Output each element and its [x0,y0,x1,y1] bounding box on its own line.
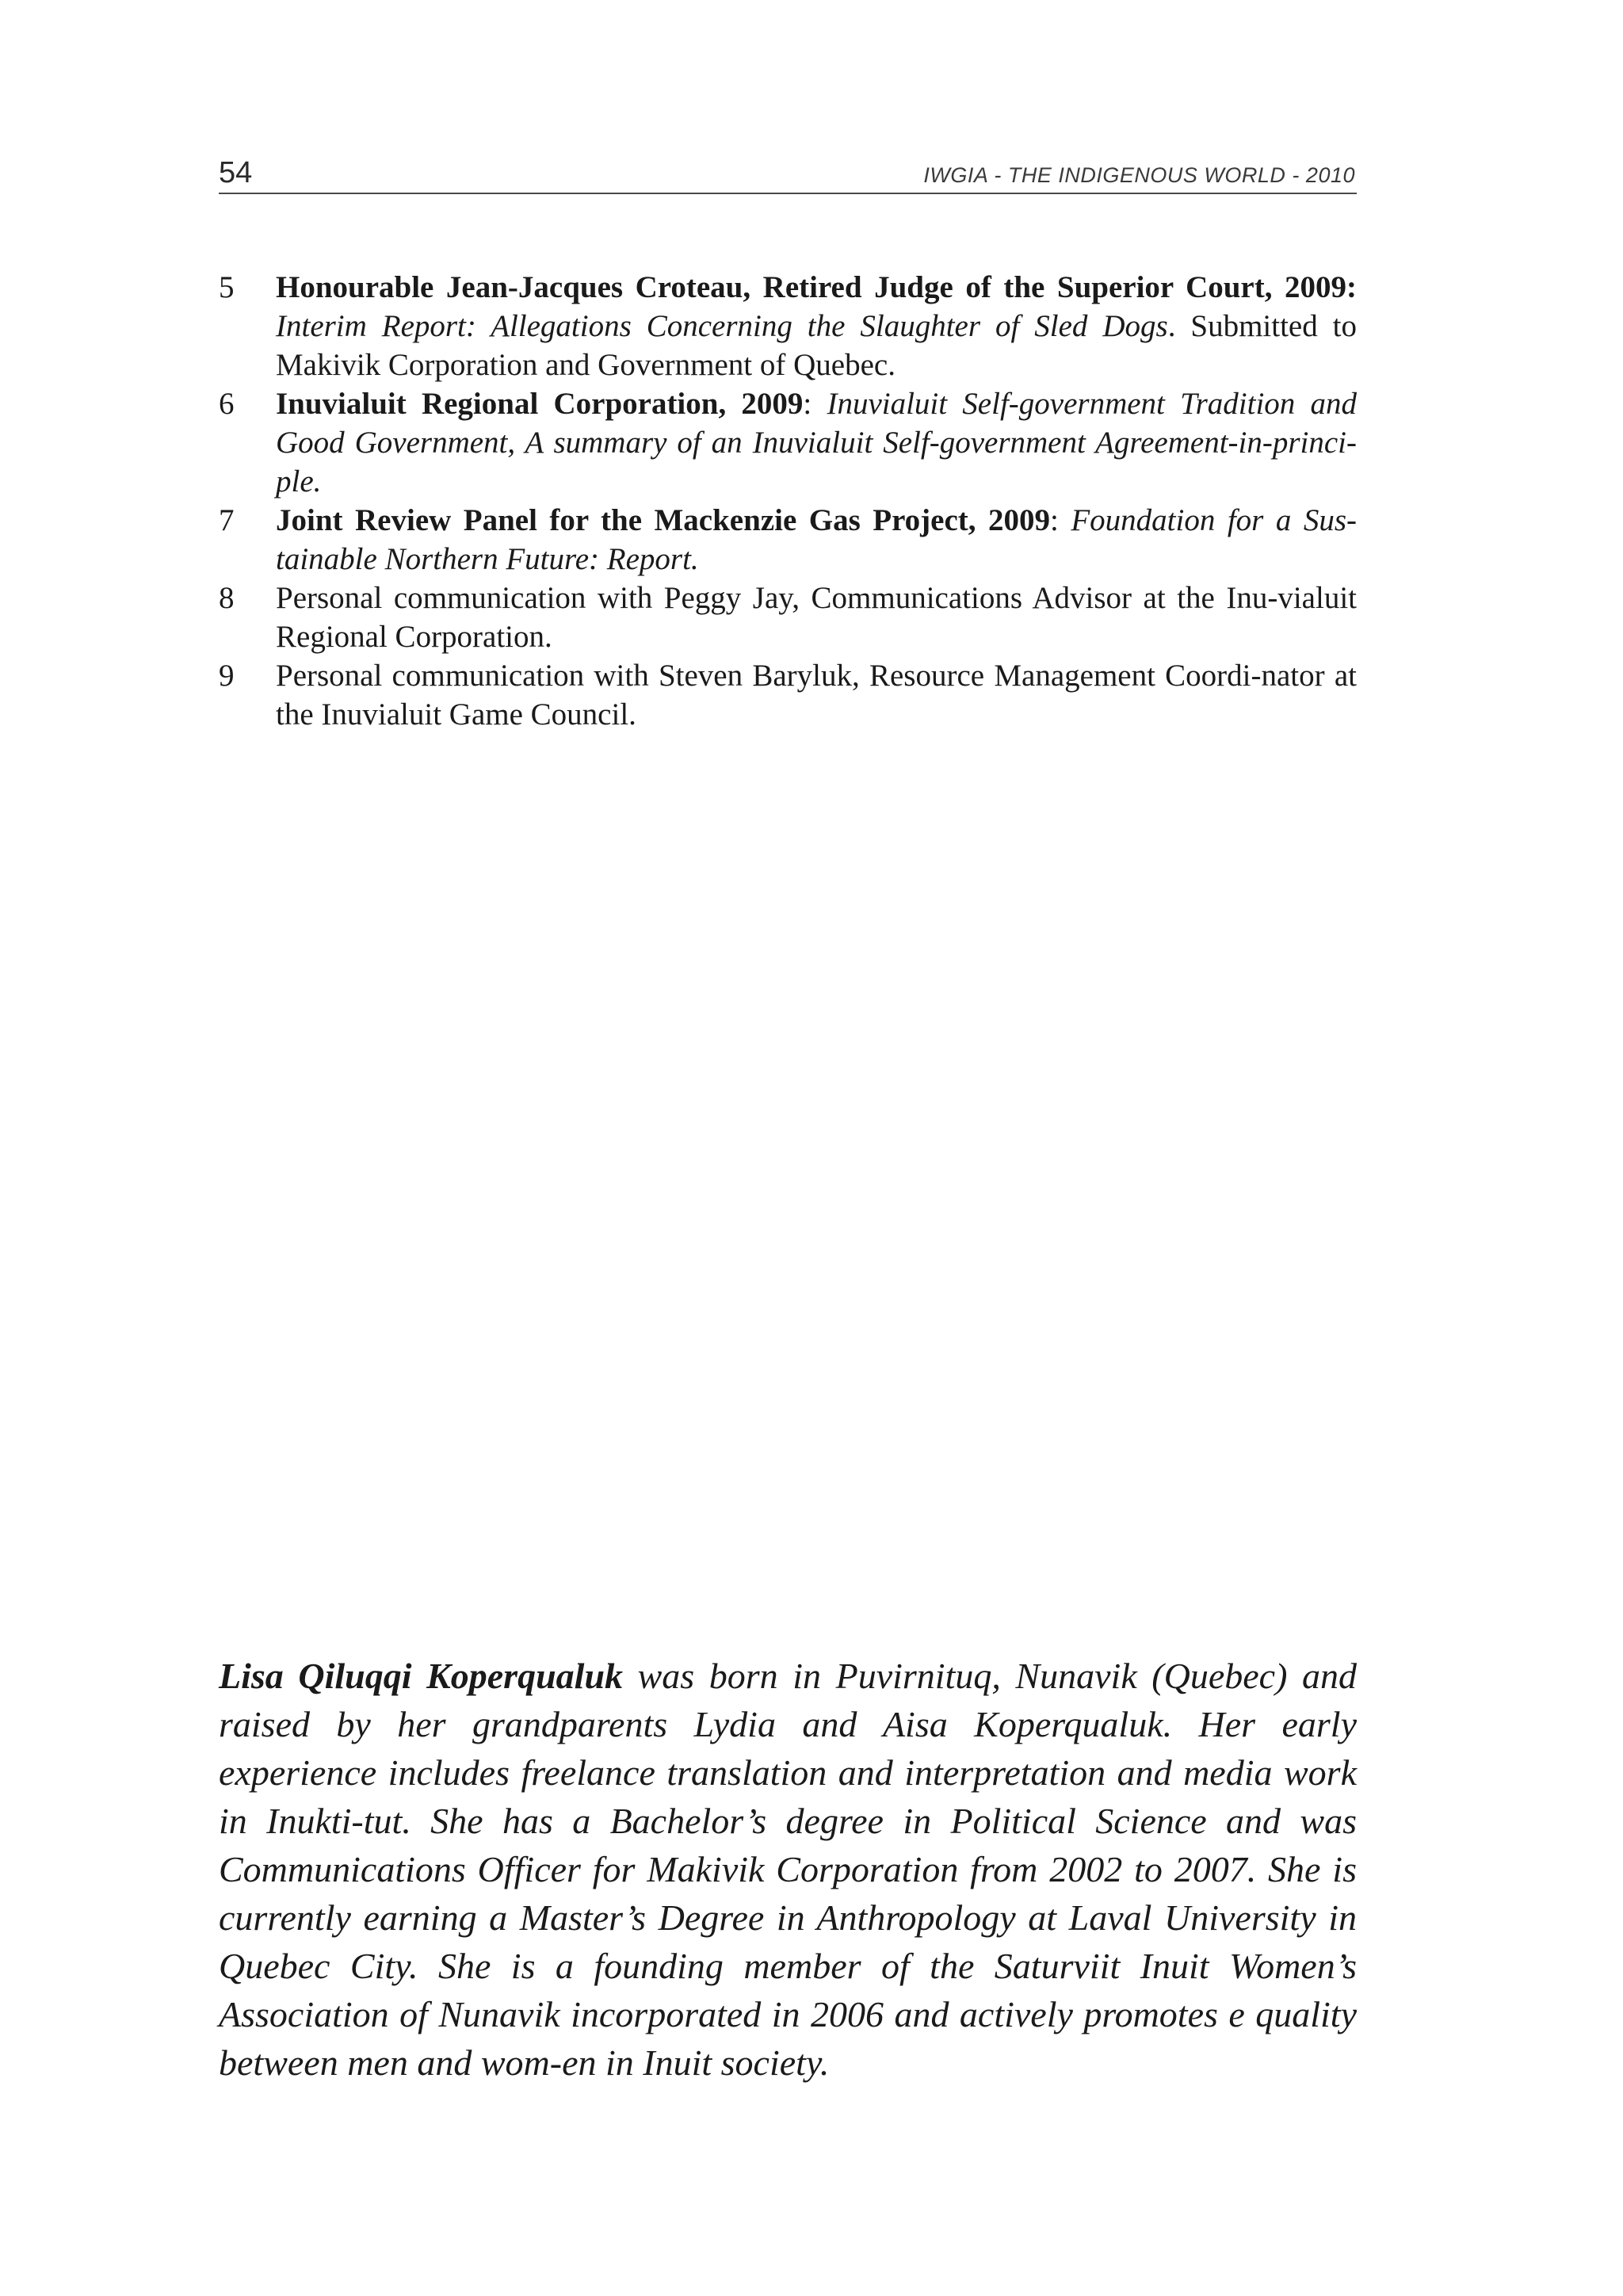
author-bio [219,1652,1357,2087]
endnote-9 [219,656,1357,734]
endnote-8 [219,579,1357,656]
page-number: 54 [219,156,253,189]
endnote-title: Inuvialuit Self-government Tradition and Good Government, A summary of an Inuvialuit Self-government Agreement-in-princi-ple. [276,387,1358,499]
endnote-7 [219,501,1357,579]
endnote-5 [219,268,1357,384]
endnote-title: Foundation for a Sus-tainable Northern Future: Report. [276,503,1357,576]
author-name: Lisa Qiluqqi Koperqualuk [219,1656,624,1696]
endnote-separator: : [1050,503,1071,537]
author-bio-text: was born in Puvirnituq, Nunavik (Quebec) and raised by her grandparents Lydia and Aisa Koperqualuk. Her early experience includes freelance translation and interpretation and media work in Inukti-tut. She has a Bachelor’s degree in Political Science and was Communications Officer for Makivik Corporation from 2002 to 2007. She is currently earning a Master’s Degree in Anthropology at Laval University in Quebec City. She is a founding member of the Saturviit Inuit Women’s Association of Nunavik incorporated in 2006 and actively promotes e quality between men and wom-en in Inuit society. [219,1656,1357,2083]
endnote-number: 9 [219,659,235,693]
endnote-text [276,268,1357,384]
endnote-text [276,501,1357,579]
endnote-author: Inuvialuit Regional Corporation, 2009 [276,387,804,421]
endnote-number: 6 [219,387,235,421]
endnote-rest: Personal communication with Peggy Jay, Communications Advisor at the Inu-vialuit Regional Corporation. [276,581,1357,654]
endnote-author: Joint Review Panel for the Mackenzie Gas Project, 2009 [276,503,1051,537]
endnote-separator: : [803,387,827,421]
endnote-author: Honourable Jean-Jacques Croteau, Retired Judge of the Superior Court, 2009: [276,270,1357,304]
endnote-6 [219,384,1357,501]
endnote-rest: Personal communication with Steven Baryluk, Resource Management Coordi-nator at the Inuvialuit Game Council. [276,659,1357,732]
endnote-text [276,384,1357,501]
endnote-number: 7 [219,503,235,537]
endnote-rest: . Submitted to Makivik Corporation and Government of Quebec. [276,309,1357,382]
header-rule [219,193,1357,194]
endnote-number: 5 [219,270,235,304]
endnotes-list [219,268,1357,734]
running-header: IWGIA - THE INDIGENOUS WORLD - 2010 [923,163,1355,187]
endnote-text [276,579,1357,656]
endnote-text [276,656,1357,734]
endnote-title: Interim Report: Allegations Concerning the Slaughter of Sled Dogs [276,309,1168,343]
endnote-number: 8 [219,581,235,615]
